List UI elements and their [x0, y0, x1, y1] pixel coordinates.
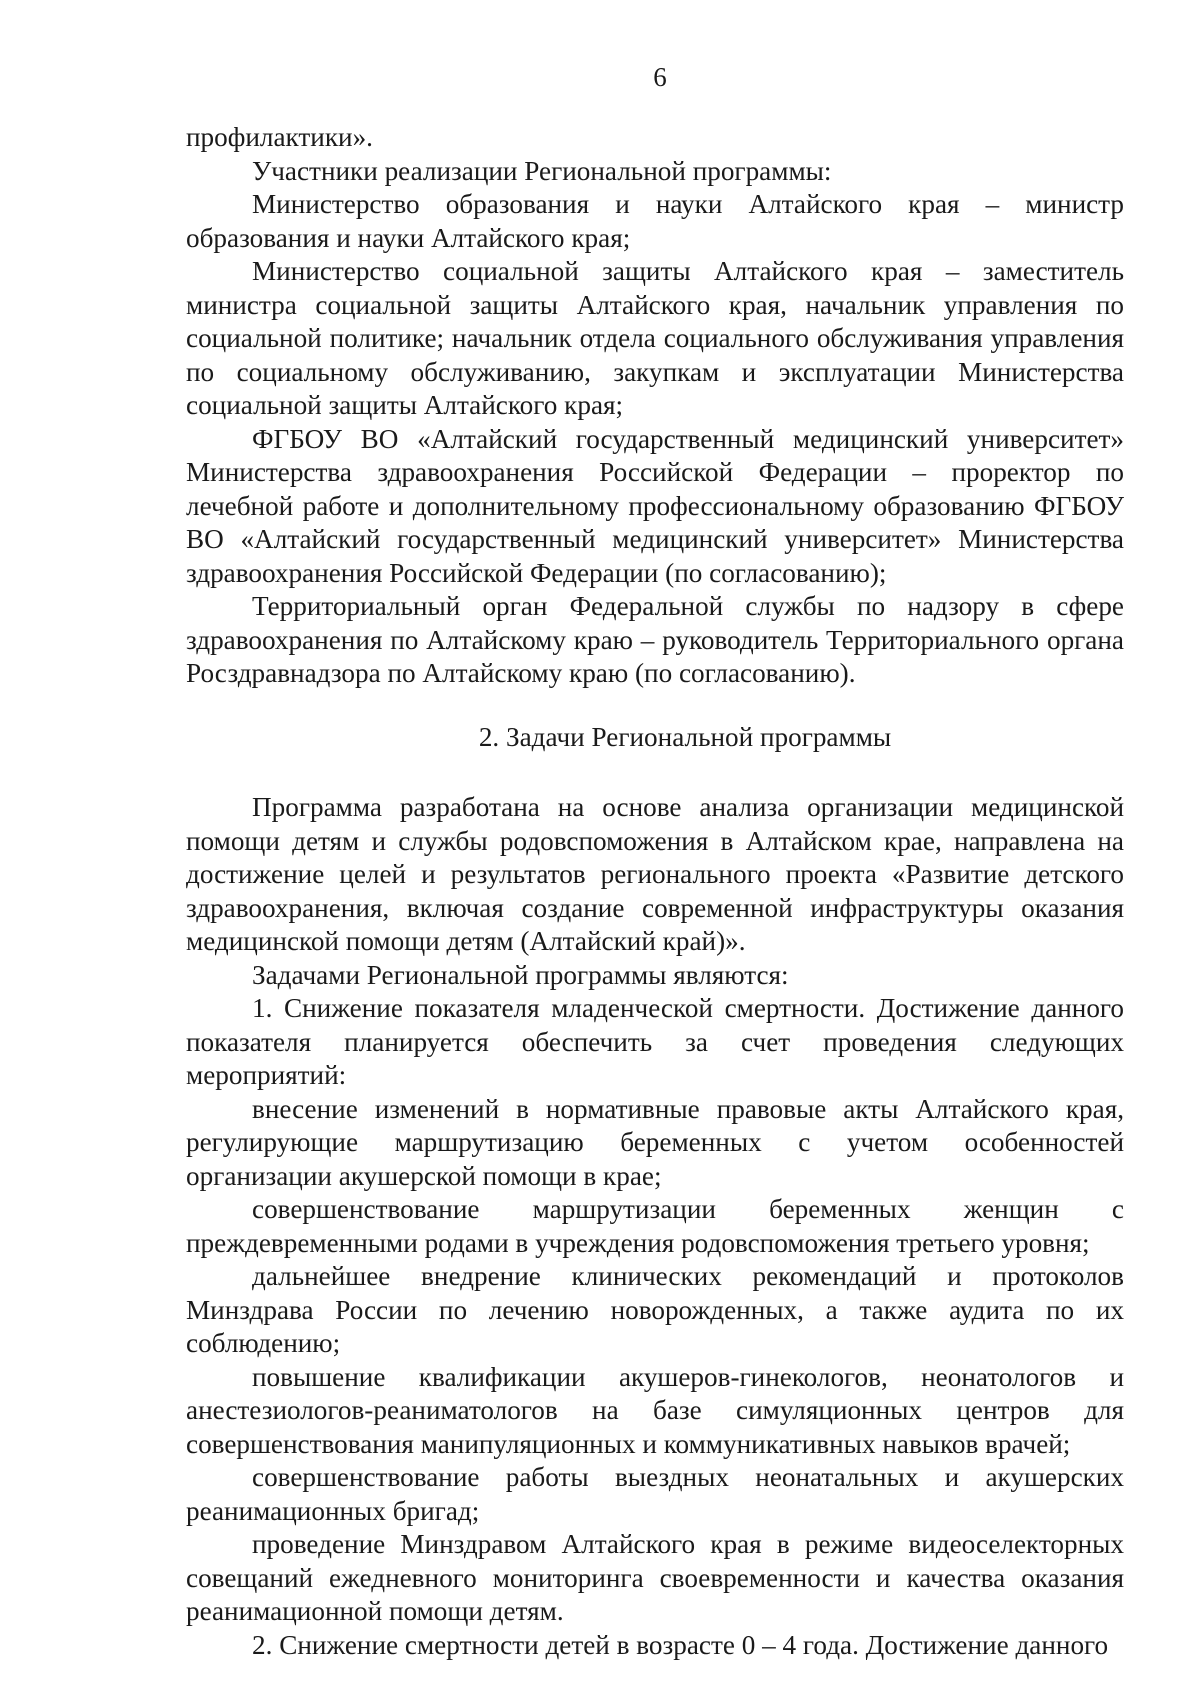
list-item: проведение Минздравом Алтайского края в режиме видеоселекторных совещаний ежедневного мониторинга своевременности и качества оказания реанимационной помощи детям. [186, 1529, 1124, 1626]
list-item: совершенствование работы выездных неонатальных и акушерских реанимационных бригад; [186, 1462, 1124, 1526]
paragraph: Министерство образования и науки Алтайского края – министр образования и науки Алтайского края; [186, 189, 1124, 253]
paragraph: профилактики». [186, 122, 373, 152]
paragraph: 2. Снижение смертности детей в возрасте 0 – 4 года. Достижение данного [252, 1629, 1109, 1660]
paragraph: Задачами Региональной программы являются: [252, 959, 789, 990]
paragraph: Участники реализации Региональной программы: [252, 155, 832, 186]
list-item: повышение квалификации акушеров-гинекологов, неонатологов и анестезиологов-реаниматологов на базе симуляционных центров для совершенствования манипуляционных и коммуникативных навыков врачей; [186, 1361, 1124, 1459]
list-item: внесение изменений в нормативные правовые акты Алтайского края, регулирующие маршрутизацию беременных с учетом особенностей организации акушерской помощи в крае; [186, 1093, 1124, 1191]
section-heading: 2. Задачи Региональной программы [478, 721, 892, 752]
list-item: совершенствование маршрутизации беременных женщин с преждевременными родами в учреждения родовспоможения третьего уровня; [186, 1194, 1124, 1258]
list-item: дальнейшее внедрение клинических рекомендаций и протоколов Минздрава России по лечению новорожденных, а также аудита по их соблюдению; [186, 1261, 1124, 1358]
paragraph: ФГБОУ ВО «Алтайский государственный медицинский университет» Министерства здравоохранения Российской Федерации – проректор по лечебной работе и дополнительному профессиональному образованию ФГБОУ ВО «Алтайский государственный медицинский университет» Министерства здравоохранения Российской Федерации (по согласованию); [186, 423, 1124, 588]
page-number: 6 [653, 62, 667, 92]
paragraph: Программа разработана на основе анализа организации медицинской помощи детям и службы родовспоможения в Алтайском крае, направлена на достижение целей и результатов регионального проекта «Развитие детского здравоохранения, включая создание современной инфраструктуры оказания медицинской помощи детям (Алтайский край)». [186, 792, 1124, 956]
paragraph: Территориальный орган Федеральной службы по надзору в сфере здравоохранения по Алтайскому краю – руководитель Территориального органа Росздравнадзора по Алтайскому краю (по согласованию). [186, 591, 1124, 688]
paragraph: 1. Снижение показателя младенческой смертности. Достижение данного показателя планируется обеспечить за счет проведения следующих мероприятий: [186, 993, 1124, 1090]
paragraph: Министерство социальной защиты Алтайского края – заместитель министра социальной защиты Алтайского края, начальник управления по социальной политике; начальник отдела социального обслуживания управления по социальному обслуживанию, закупкам и эксплуатации Министерства социальной защиты Алтайского края; [186, 256, 1124, 420]
document-body [186, 121, 1124, 1662]
